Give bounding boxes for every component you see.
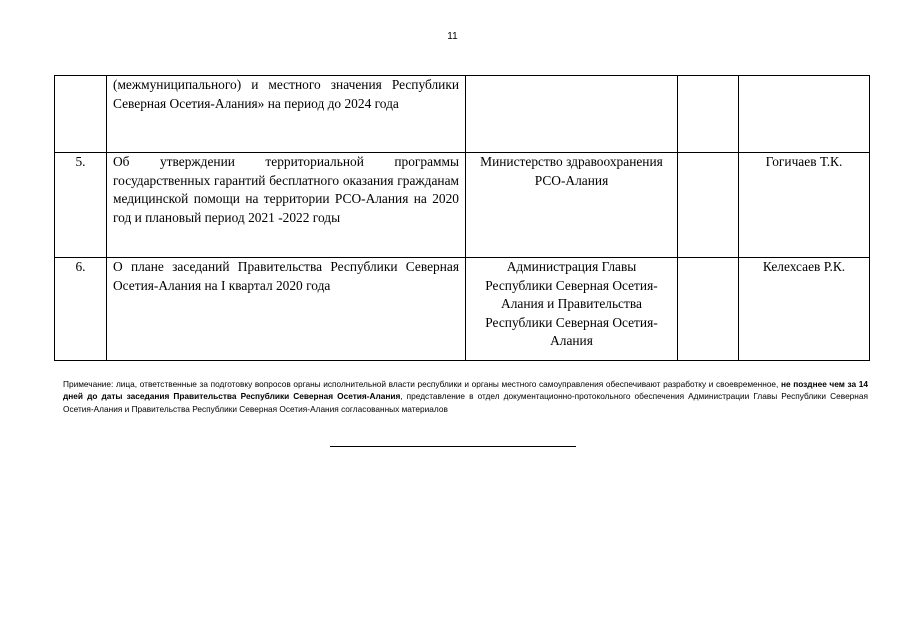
agenda-table bbox=[54, 75, 870, 361]
row-responsible-body: Администрация Главы Республики Северная Осетия-Алания и Правительства Республики Северная Осетия-Алания bbox=[466, 258, 678, 361]
row-responsible-person: Гогичаев Т.К. bbox=[739, 153, 870, 258]
row-responsible-body bbox=[466, 76, 678, 153]
row-topic: Об утверждении территориальной программы государственных гарантий бесплатного оказания гражданам медицинской помощи на территории РСО-Алания на 2020 год и плановый период 2021 -2022 годы bbox=[107, 153, 466, 258]
row-responsible-person bbox=[739, 76, 870, 153]
footnote-text-start: Примечание: лица, ответственные за подготовку вопросов органы исполнительной власти республики и органы местного самоуправления обеспечивают разработку и своевременное, bbox=[63, 379, 781, 389]
row-empty-cell bbox=[678, 258, 739, 361]
footnote-deadline: не позднее чем за 14 дней до даты заседания Правительства Республики Северная Осетия-Алания bbox=[63, 379, 868, 402]
page-number: 11 bbox=[447, 31, 458, 42]
table-row bbox=[55, 76, 870, 153]
row-responsible-person: Келехсаев Р.К. bbox=[739, 258, 870, 361]
row-empty-cell bbox=[678, 76, 739, 153]
footnote bbox=[63, 378, 868, 415]
row-number bbox=[55, 76, 107, 153]
row-empty-cell bbox=[678, 153, 739, 258]
row-topic: О плане заседаний Правительства Республики Северная Осетия-Алания на I квартал 2020 года bbox=[107, 258, 466, 361]
divider-line bbox=[330, 446, 576, 447]
table-row bbox=[55, 258, 870, 361]
footnote-text-end: , представление в отдел документационно-протокольного обеспечения Администрации Главы Республики Северная Осетия-Алания и Правительства Республики Северная Осетия-Алания согласованных материалов bbox=[63, 391, 868, 414]
table-row bbox=[55, 153, 870, 258]
row-number: 5. bbox=[55, 153, 107, 258]
row-responsible-body: Министерство здравоохранения РСО-Алания bbox=[466, 153, 678, 258]
row-topic: (межмуниципального) и местного значения Республики Северная Осетия-Алания» на период до 2024 года bbox=[107, 76, 466, 153]
row-number: 6. bbox=[55, 258, 107, 361]
